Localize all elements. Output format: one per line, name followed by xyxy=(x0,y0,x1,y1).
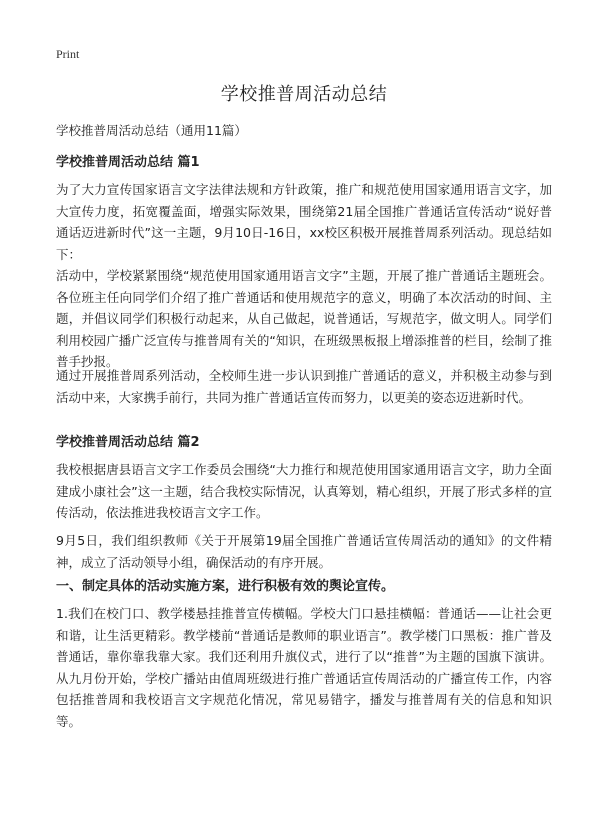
paragraph: 为了大力宣传国家语言文字法律法规和方针政策，推广和规范使用国家通用语言文字，加大宣传力度，拓宽覆盖面，增强实际效果，围绕第21届全国推广普通话宣传活动“说好普通话迈进新时代”这一主题，9月10日-16日，xx校区积极开展推普周系列活动。现总结如下： xyxy=(56,182,552,262)
print-link[interactable]: Print xyxy=(56,47,80,61)
document-subtitle: 学校推普周活动总结（通用11篇） xyxy=(56,123,247,138)
paragraph: 9月5日，我们组织教师《关于开展第19届全国推广普通话宣传周活动的通知》的文件精神，成立了活动领导小组，确保活动的有序开展。 xyxy=(56,533,552,570)
paragraph: 我校根据唐县语言文字工作委员会围绕“大力推行和规范使用国家通用语言文字，助力全面建成小康社会”这一主题，结合我校实际情况，认真筹划，精心组织，开展了形式多样的宣传活动，依法推进我校语言文字工作。 xyxy=(56,462,552,520)
page-title: 学校推普周活动总结 xyxy=(220,84,388,105)
section-heading-1: 学校推普周活动总结 篇1 xyxy=(56,155,200,170)
paragraph: 通过开展推普周系列活动，全校师生进一步认识到推广普通话的意义，并积极主动参与到活动中来，大家携手前行，共同为推广普通话宣传而努力，以更美的姿态迈进新时代。 xyxy=(56,368,552,405)
paragraph: 1.我们在校门口、教学楼悬挂推普宣传横幅。学校大门口悬挂横幅：普通话——让社会更和谐，让生活更精彩。教学楼前“普通话是教师的职业语言”。教学楼门口黑板：推广普及普通话，靠你靠我靠大家。我们还利用升旗仪式，进行了以“推普”为主题的国旗下演讲。从九月份开始，学校广播站由值周班级进行推广普通话宣传周活动的广播宣传工作，内容包括推普周和我校语言文字规范化情况，常见易错字，播发与推普周有关的信息和知识等。 xyxy=(56,606,552,729)
section-heading-3: 一、制定具体的活动实施方案，进行积极有效的舆论宣传。 xyxy=(56,579,395,594)
paragraph: 活动中，学校紧紧围绕“规范使用国家通用语言文字”主题，开展了推广普通话主题班会。各位班主任向同学们介绍了推广普通话和使用规范字的意义，明确了本次活动的时间、主题，并倡议同学们积极行动起来，从自己做起，说普通话，写规范字，做文明人。同学们利用校园广播广泛宣传与推普周有关的“知识，在班级黑板报上增添推普的栏目，绘制了推普手抄报。 xyxy=(56,268,552,369)
section-heading-2: 学校推普周活动总结 篇2 xyxy=(56,435,200,450)
